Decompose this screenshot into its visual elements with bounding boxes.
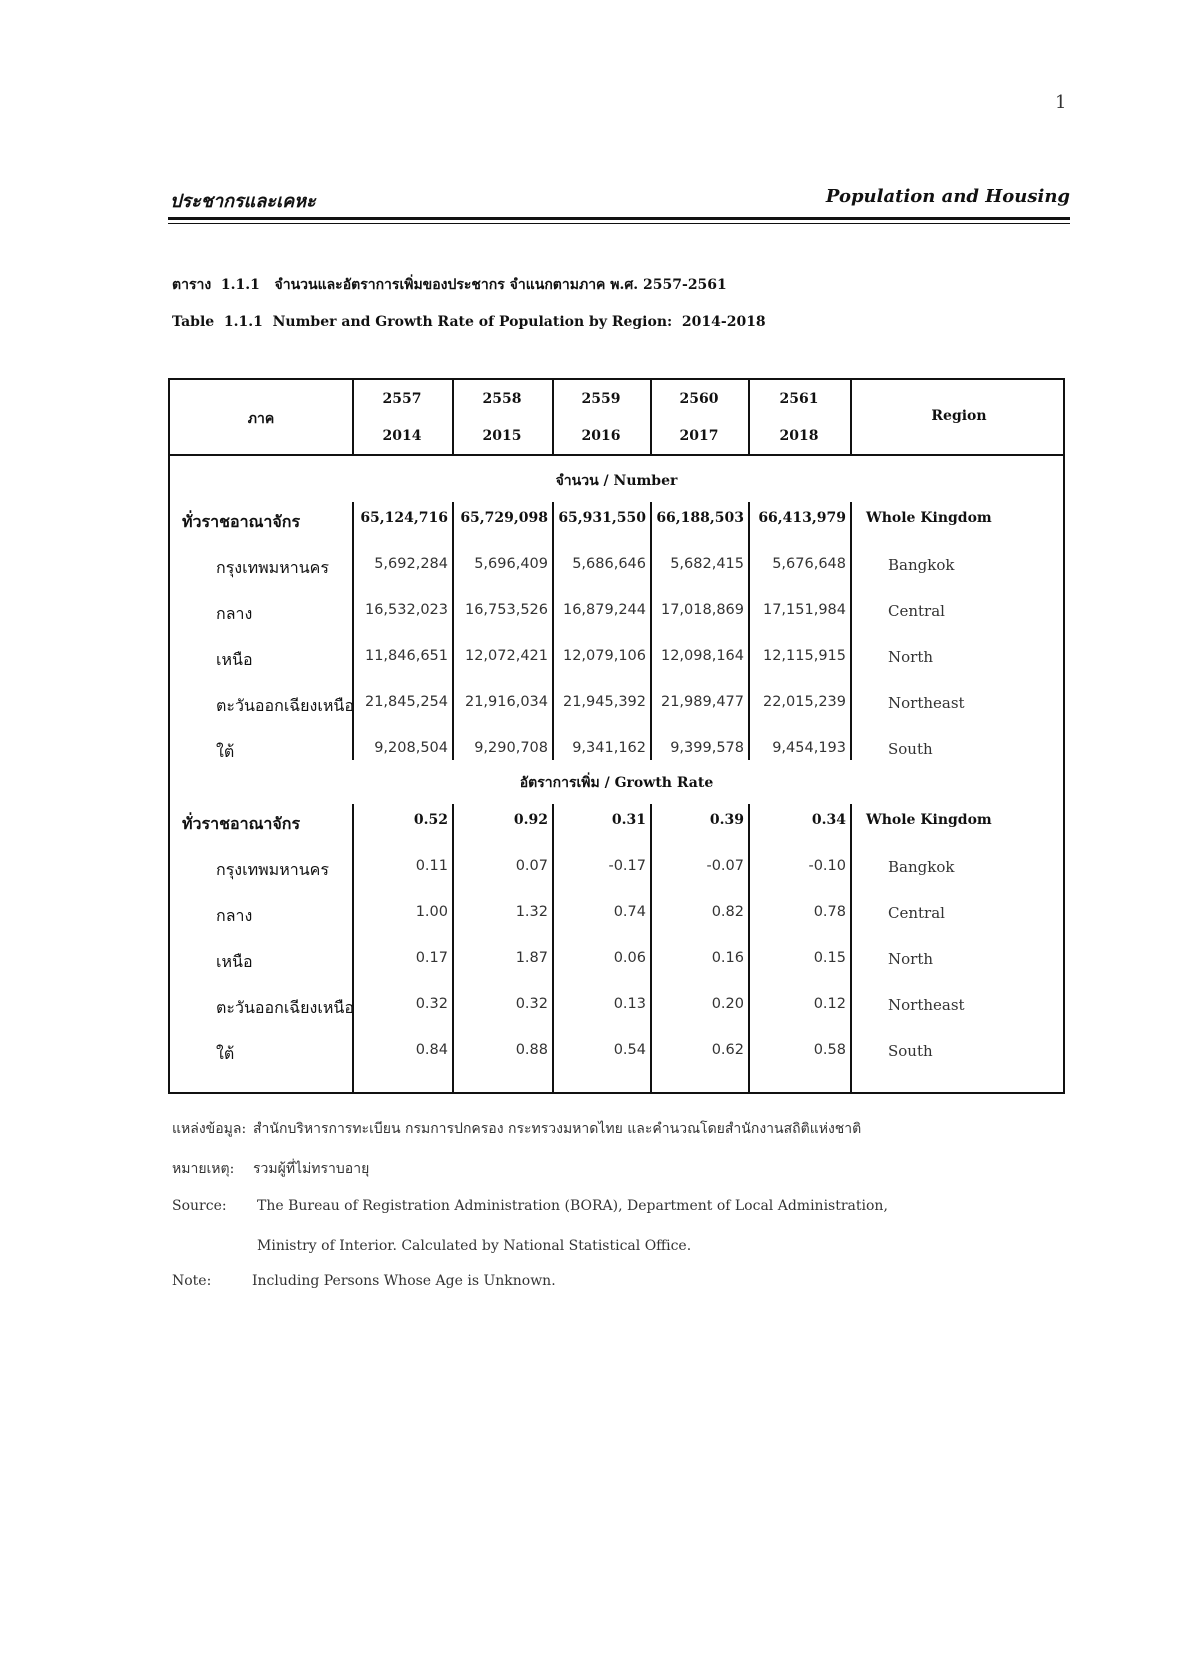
cell-value: 1.00 <box>415 904 448 920</box>
cell-value: 12,079,106 <box>562 648 646 664</box>
table-row <box>170 730 1063 774</box>
col-header-region-english: Region <box>931 408 987 424</box>
cell-value: 0.20 <box>711 996 744 1012</box>
header-rule-thin <box>168 223 1070 224</box>
footnote-note-thai-label: หมายเหตุ: <box>172 1161 235 1177</box>
table-row <box>170 802 1063 846</box>
region-name-thai: เหนือ <box>216 650 253 669</box>
cell-value: 21,945,392 <box>562 694 646 710</box>
population-table <box>168 378 1065 1094</box>
region-name-english: Central <box>888 904 945 922</box>
footnote-note-english-label: Note: <box>172 1273 212 1289</box>
cell-value: 0.92 <box>513 812 548 828</box>
cell-value: 17,018,869 <box>660 602 744 618</box>
cell-value: 0.78 <box>813 904 846 920</box>
cell-value: 0.34 <box>811 812 846 828</box>
cell-value: -0.10 <box>808 858 846 874</box>
cell-value: 0.17 <box>415 950 448 966</box>
cell-value: 0.82 <box>711 904 744 920</box>
table-row <box>170 894 1063 938</box>
region-name-english: Bangkok <box>888 556 955 574</box>
cell-value: 9,454,193 <box>772 740 846 756</box>
table-row <box>170 848 1063 892</box>
page-number: 1 <box>1055 92 1067 113</box>
section-heading-number: จำนวน / Number <box>555 473 678 489</box>
header-divider <box>170 454 1063 456</box>
table-row <box>170 638 1063 682</box>
cell-value: 16,753,526 <box>464 602 548 618</box>
cell-value: -0.07 <box>706 858 744 874</box>
cell-value: 1.87 <box>515 950 548 966</box>
footnote-source-english-label: Source: <box>172 1198 227 1214</box>
footnote-source-english-line1: The Bureau of Registration Administration (BORA), Department of Local Administration, <box>257 1198 888 1214</box>
cell-value: 0.52 <box>413 812 448 828</box>
cell-value: 0.74 <box>613 904 646 920</box>
table-row <box>170 940 1063 984</box>
col-header-year-be: 2561 <box>779 391 819 407</box>
region-name-thai: เหนือ <box>216 952 253 971</box>
column-divider <box>850 380 852 456</box>
cell-value: -0.17 <box>608 858 646 874</box>
cell-value: 12,098,164 <box>660 648 744 664</box>
cell-value: 12,072,421 <box>464 648 548 664</box>
region-name-thai: ทั่วราชอาณาจักร <box>182 512 301 531</box>
table-row <box>170 986 1063 1030</box>
footnote-note-english: Including Persons Whose Age is Unknown. <box>252 1273 556 1289</box>
cell-value: 0.13 <box>613 996 646 1012</box>
region-name-thai: ตะวันออกเฉียงเหนือ <box>216 696 354 715</box>
footnote-source-english-line2: Ministry of Interior. Calculated by National Statistical Office. <box>257 1238 692 1254</box>
cell-value: 16,532,023 <box>364 602 448 618</box>
cell-value: 11,846,651 <box>364 648 448 664</box>
col-header-year-ce: 2018 <box>779 428 819 444</box>
region-name-english: Bangkok <box>888 858 955 876</box>
cell-value: 21,989,477 <box>660 694 744 710</box>
region-name-thai: ทั่วราชอาณาจักร <box>182 814 301 833</box>
region-name-thai: ใต้ <box>216 1044 235 1063</box>
footnote-source-thai: สำนักบริหารการทะเบียน กรมการปกครอง กระทรวงมหาดไทย และคำนวณโดยสำนักงานสถิติแห่งชาติ <box>253 1121 862 1137</box>
column-divider <box>748 380 750 456</box>
table-title-thai: ตาราง 1.1.1 จำนวนและอัตราการเพิ่มของประชากร จำแนกตามภาค พ.ศ. 2557-2561 <box>172 277 727 293</box>
cell-value: 66,413,979 <box>758 510 846 526</box>
cell-value: 0.32 <box>415 996 448 1012</box>
region-name-english: Central <box>888 602 945 620</box>
cell-value: 17,151,984 <box>762 602 846 618</box>
cell-value: 0.54 <box>613 1042 646 1058</box>
col-header-region-thai: ภาค <box>247 411 275 427</box>
cell-value: 9,341,162 <box>572 740 646 756</box>
cell-value: 5,686,646 <box>572 556 646 572</box>
cell-value: 0.31 <box>611 812 646 828</box>
cell-value: 12,115,915 <box>762 648 846 664</box>
region-name-english: Whole Kingdom <box>866 510 992 526</box>
region-name-english: North <box>888 950 934 968</box>
cell-value: 5,696,409 <box>474 556 548 572</box>
region-name-thai: กรุงเทพมหานคร <box>216 558 329 577</box>
table-row <box>170 684 1063 728</box>
region-name-english: South <box>888 1042 933 1060</box>
col-header-year-ce: 2016 <box>581 428 621 444</box>
region-name-english: Northeast <box>888 694 965 712</box>
cell-value: 21,845,254 <box>364 694 448 710</box>
header-rule-thick <box>168 217 1070 220</box>
column-divider <box>650 380 652 456</box>
cell-value: 0.12 <box>813 996 846 1012</box>
cell-value: 0.07 <box>515 858 548 874</box>
cell-value: 0.88 <box>515 1042 548 1058</box>
region-name-thai: กลาง <box>216 906 253 925</box>
cell-value: 16,879,244 <box>562 602 646 618</box>
cell-value: 9,399,578 <box>670 740 744 756</box>
section-heading-growth-rate: อัตราการเพิ่ม / Growth Rate <box>519 775 714 791</box>
region-name-english: North <box>888 648 934 666</box>
header-thai: ประชากรและเคหะ <box>170 191 316 212</box>
region-name-thai: กลาง <box>216 604 253 623</box>
cell-value: 21,916,034 <box>464 694 548 710</box>
region-name-thai: ตะวันออกเฉียงเหนือ <box>216 998 354 1017</box>
cell-value: 65,729,098 <box>460 510 548 526</box>
table-row <box>170 500 1063 544</box>
col-header-year-ce: 2015 <box>482 428 522 444</box>
cell-value: 9,208,504 <box>374 740 448 756</box>
header-english: Population and Housing <box>825 186 1070 207</box>
footnote-source-thai-label: แหล่งข้อมูล: <box>172 1121 247 1137</box>
table-row <box>170 1032 1063 1076</box>
region-name-thai: กรุงเทพมหานคร <box>216 860 329 879</box>
region-name-english: Whole Kingdom <box>866 812 992 828</box>
footnote-note-thai: รวมผู้ที่ไม่ทราบอายุ <box>253 1161 370 1177</box>
region-name-thai: ใต้ <box>216 742 235 761</box>
cell-value: 5,692,284 <box>374 556 448 572</box>
cell-value: 65,124,716 <box>360 510 448 526</box>
col-header-year-ce: 2017 <box>679 428 719 444</box>
cell-value: 0.15 <box>813 950 846 966</box>
cell-value: 1.32 <box>515 904 548 920</box>
col-header-year-be: 2557 <box>382 391 422 407</box>
cell-value: 0.06 <box>613 950 646 966</box>
cell-value: 65,931,550 <box>558 510 646 526</box>
cell-value: 0.39 <box>709 812 744 828</box>
column-divider <box>552 380 554 456</box>
cell-value: 22,015,239 <box>762 694 846 710</box>
cell-value: 5,676,648 <box>772 556 846 572</box>
region-name-english: Northeast <box>888 996 965 1014</box>
cell-value: 0.62 <box>711 1042 744 1058</box>
col-header-year-be: 2559 <box>581 391 621 407</box>
cell-value: 66,188,503 <box>656 510 744 526</box>
region-name-english: South <box>888 740 933 758</box>
col-header-year-be: 2560 <box>679 391 719 407</box>
cell-value: 0.16 <box>711 950 744 966</box>
column-divider <box>352 380 354 456</box>
cell-value: 0.32 <box>515 996 548 1012</box>
cell-value: 0.11 <box>415 858 448 874</box>
table-row <box>170 546 1063 590</box>
column-divider <box>452 380 454 456</box>
table-title-english: Table 1.1.1 Number and Growth Rate of Population by Region: 2014-2018 <box>172 314 766 330</box>
cell-value: 0.58 <box>813 1042 846 1058</box>
col-header-year-be: 2558 <box>482 391 522 407</box>
cell-value: 0.84 <box>415 1042 448 1058</box>
running-header <box>170 186 1070 216</box>
col-header-year-ce: 2014 <box>382 428 422 444</box>
cell-value: 9,290,708 <box>474 740 548 756</box>
table-row <box>170 592 1063 636</box>
cell-value: 5,682,415 <box>670 556 744 572</box>
